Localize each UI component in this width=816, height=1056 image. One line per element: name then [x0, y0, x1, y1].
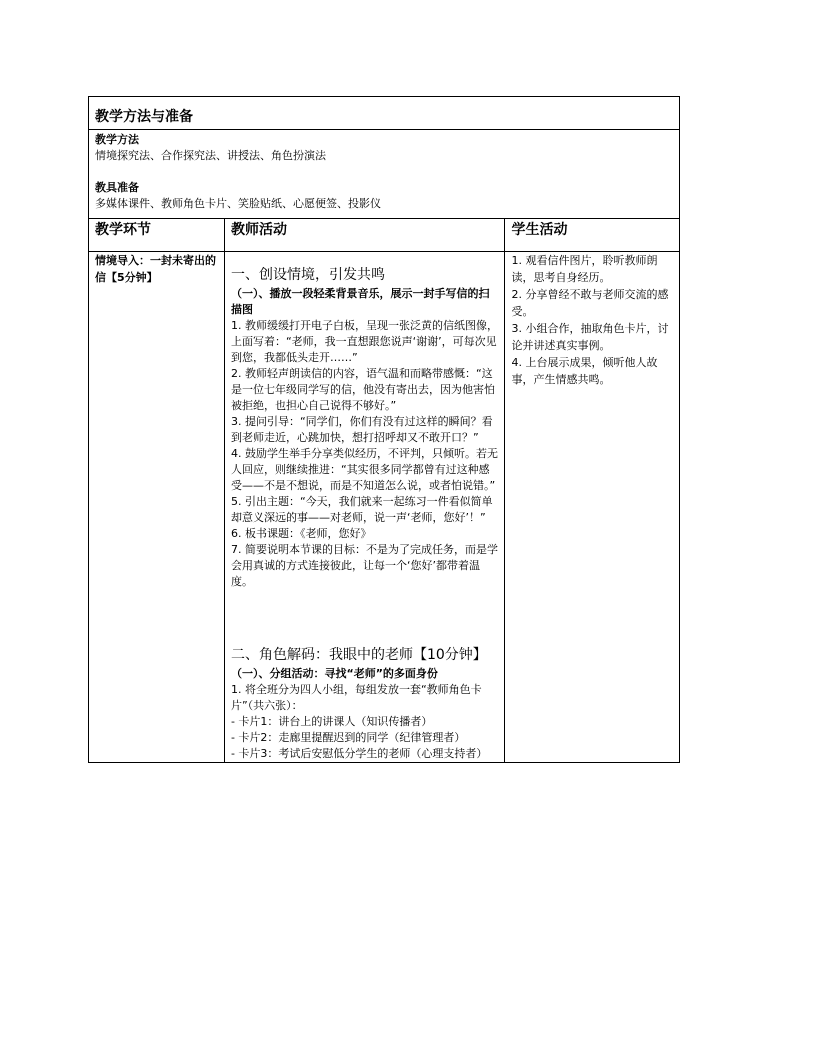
part2-title: 二、角色解码：我眼中的老师【10分钟】: [230, 647, 487, 663]
tools-heading: 教具准备: [95, 181, 139, 194]
list-item: - 卡片2：走廊里提醒迟到的同学（纪律管理者）: [230, 731, 466, 744]
methods-text: 情境探究法、合作探究法、讲授法、角色扮演法: [95, 149, 326, 162]
list-item: - 卡片1：讲台上的讲课人（知识传播者）: [230, 715, 433, 728]
lesson-plan-table: [88, 96, 680, 763]
student-activity: [505, 252, 680, 763]
list-item: 1. 观看信件图片，聆听教师朗读，思考自身经历。: [511, 254, 658, 284]
list-item: 1. 将全班分为四人小组，每组发放一套“教师角色卡片”（共六张）：: [230, 683, 482, 712]
stage-label: 情境导入：一封未寄出的信【5分钟】: [89, 252, 225, 763]
section-title: 教学方法与准备: [89, 97, 680, 130]
list-item: 4. 鼓励学生举手分享类似经历，不评判，只倾听。若无人回应，则继续推进：“其实很多同学都曾有过这种感受——不是不想说，而是不知道怎么说，或者怕说错。”: [230, 447, 498, 492]
list-item: 7. 简要说明本节课的目标：不是为了完成任务，而是学会用真诚的方式连接彼此，让每一个‘您好’都带着温度。: [230, 543, 498, 588]
part2-subtitle: （一）、分组活动：寻找“老师”的多面身份: [230, 667, 438, 680]
list-item: 4. 上台展示成果，倾听他人故事，产生情感共鸣。: [511, 356, 658, 386]
list-item: 6. 板书课题：《老师，您好》: [230, 527, 372, 540]
preparation-block: [89, 130, 680, 219]
header-student: 学生活动: [505, 219, 680, 252]
table-row: [89, 252, 680, 763]
list-item: 3. 提问引导：“同学们，你们有没有过这样的瞬间？看到老师走近，心跳加快，想打招呼却又不敢开口？”: [230, 415, 493, 444]
methods-heading: 教学方法: [95, 133, 139, 146]
teacher-activity: [224, 252, 505, 763]
list-item: 1. 教师缓缓打开电子白板，呈现一张泛黄的信纸图像，上面写着：“老师，我一直想跟您说声‘谢谢’，可每次见到您，我都低头走开……”: [230, 319, 498, 364]
list-item: 5. 引出主题：“今天，我们就来一起练习一件看似简单却意义深远的事——对老师，说一声‘老师，您好’！”: [230, 495, 493, 524]
list-item: 2. 教师轻声朗读信的内容，语气温和而略带感慨：“这是一位七年级同学写的信，他没有寄出去，因为他害怕被拒绝，也担心自己说得不够好。”: [230, 367, 495, 412]
part1-subtitle: （一）、播放一段轻柔背景音乐，展示一封手写信的扫描图: [230, 287, 490, 316]
table-header-row: [89, 219, 680, 252]
tools-text: 多媒体课件、教师角色卡片、笑脸贴纸、心愿便签、投影仪: [95, 197, 381, 210]
header-stage: 教学环节: [89, 219, 225, 252]
header-teacher: 教师活动: [224, 219, 505, 252]
part1-title: 一、创设情境，引发共鸣: [230, 267, 385, 283]
list-item: 2. 分享曾经不敢与老师交流的感受。: [511, 288, 669, 318]
list-item: 3. 小组合作，抽取角色卡片，讨论并讲述真实事例。: [511, 322, 669, 352]
list-item: - 卡片3：考试后安慰低分学生的老师（心理支持者）: [230, 747, 488, 760]
